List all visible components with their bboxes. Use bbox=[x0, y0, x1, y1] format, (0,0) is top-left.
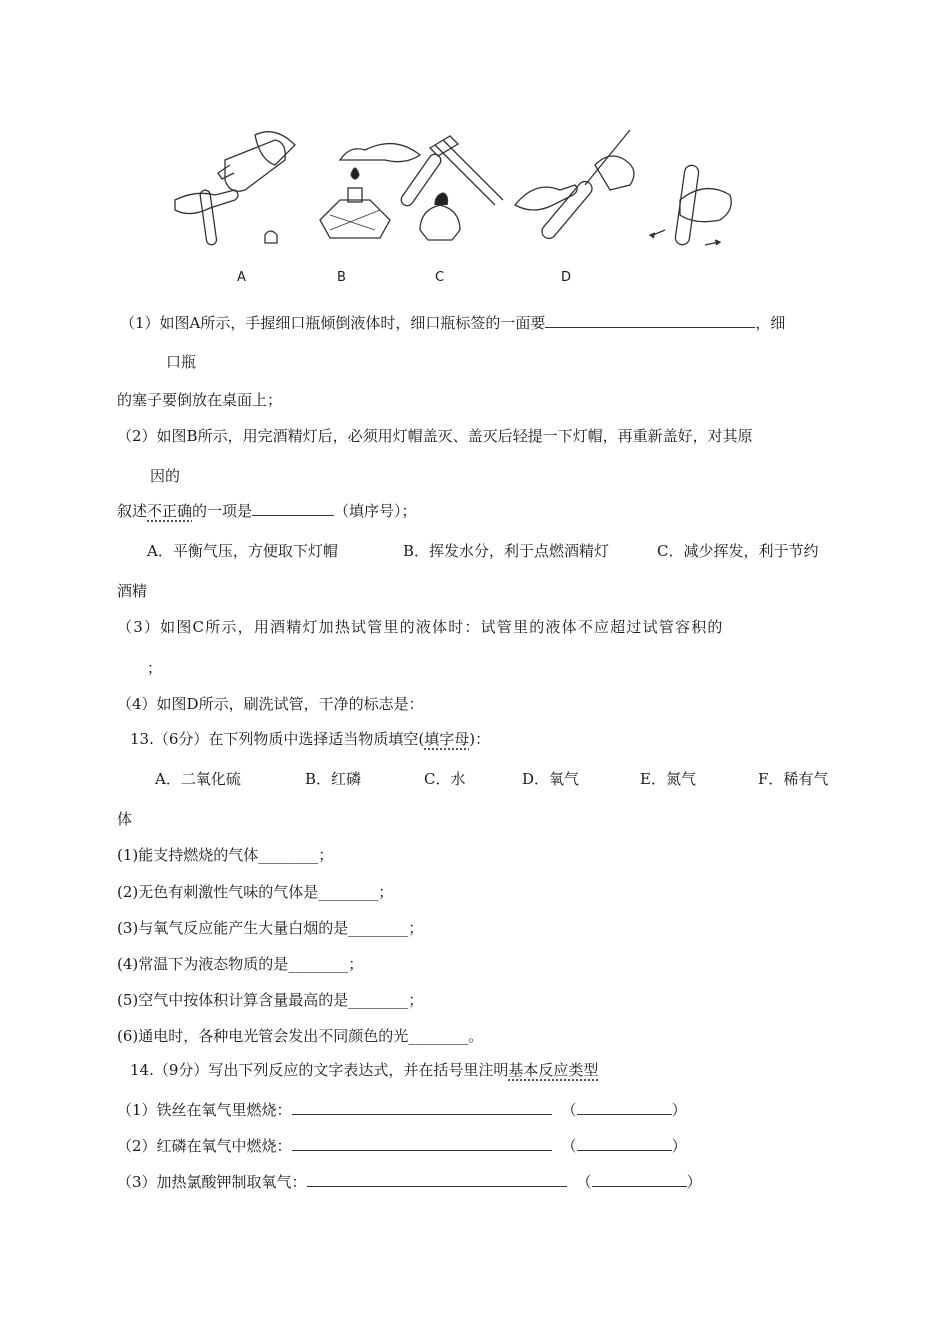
q13-option-f: F．稀有气 bbox=[758, 770, 829, 788]
q12-option-c-wrap: 酒精 bbox=[117, 582, 148, 600]
figure-label-d: D bbox=[561, 270, 572, 285]
q12-part2-cont bbox=[117, 500, 417, 521]
q13-heading-pre: 13.（6分）在下列物质中选择适当物质填空( bbox=[130, 730, 425, 748]
paren-close: ） bbox=[686, 1173, 702, 1191]
q14-heading bbox=[130, 1060, 598, 1080]
q13-option-c: C．水 bbox=[424, 770, 466, 788]
answer-blank[interactable] bbox=[252, 500, 334, 516]
reaction-type-blank[interactable] bbox=[592, 1171, 687, 1187]
reaction-type-blank[interactable] bbox=[577, 1135, 672, 1151]
equation-blank[interactable] bbox=[307, 1171, 567, 1187]
q13-item-6: (6)通电时，各种电光管会发出不同颜色的光________。 bbox=[117, 1027, 484, 1045]
reaction-type-blank[interactable] bbox=[577, 1099, 672, 1115]
paren-close: ） bbox=[671, 1137, 687, 1155]
q12-part1-tail: ，细 bbox=[755, 314, 786, 332]
q12-part4-line: （4）如图D所示，刷洗试管，干净的标志是： bbox=[117, 695, 424, 713]
q13-emphasis-letters: 填字母 bbox=[424, 730, 470, 748]
equation-blank[interactable] bbox=[292, 1099, 552, 1115]
q12-emphasis-not-correct: 不正确 bbox=[147, 502, 193, 520]
q14-item-label: （2）红磷在氧气中燃烧： bbox=[117, 1137, 292, 1155]
equation-blank[interactable] bbox=[292, 1135, 552, 1151]
q12-part2-pre: 叙述 bbox=[117, 502, 148, 520]
q14-item-3 bbox=[117, 1171, 702, 1192]
q14-item-2 bbox=[117, 1135, 687, 1156]
q13-option-d: D．氧气 bbox=[522, 770, 580, 788]
q13-option-b: B．红磷 bbox=[305, 770, 362, 788]
q12-part3-line: （3）如图C所示，用酒精灯加热试管里的液体时：试管里的液体不应超过试管容积的 bbox=[117, 618, 724, 636]
q14-item-1 bbox=[117, 1099, 687, 1120]
q13-item-3: (3)与氧气反应能产生大量白烟的是________； bbox=[117, 919, 424, 937]
q12-part1-wrap: 口瓶 bbox=[166, 353, 197, 371]
paren-close: ） bbox=[671, 1101, 687, 1119]
q13-item-1: (1)能支持燃烧的气体________； bbox=[117, 846, 334, 864]
q12-option-c: C．减少挥发，利于节约 bbox=[657, 542, 819, 560]
q13-item-5: (5)空气中按体积计算含量最高的是________； bbox=[117, 991, 424, 1009]
q12-part2-line: （2）如图B所示，用完酒精灯后，必须用灯帽盖灭、盖灭后轻提一下灯帽，再重新盖好，对其原 bbox=[117, 427, 753, 445]
figure-label-b: B bbox=[337, 270, 346, 285]
q13-option-f-wrap: 体 bbox=[117, 810, 133, 828]
figure-label-a: A bbox=[237, 270, 246, 285]
figure-e-shaking bbox=[650, 164, 731, 245]
figure-a-pouring bbox=[175, 132, 295, 246]
lab-operations-figure bbox=[165, 120, 765, 260]
q14-item-label: （3）加热氯酸钾制取氧气： bbox=[117, 1173, 307, 1191]
paren-open: （ bbox=[576, 1173, 592, 1191]
figure-d-washing bbox=[515, 130, 634, 241]
q14-heading-pre: 14.（9分）写出下列反应的文字表达式，并在括号里注明 bbox=[130, 1061, 509, 1079]
figure-label-c: C bbox=[435, 270, 445, 285]
answer-blank[interactable] bbox=[545, 312, 755, 328]
q13-option-e: E．氮气 bbox=[640, 770, 696, 788]
q13-heading-post: )： bbox=[469, 730, 491, 748]
q12-part1-cont: 的塞子要倒放在桌面上； bbox=[117, 391, 283, 409]
q13-option-a: A．二氧化硫 bbox=[155, 770, 241, 788]
q12-option-a: A．平衡气压，方便取下灯帽 bbox=[147, 542, 338, 560]
q12-part2-tail: （填序号）； bbox=[334, 502, 417, 520]
q13-item-2: (2)无色有刺激性气味的气体是________； bbox=[117, 883, 394, 901]
q14-emphasis-reaction-type: 基本反应类型 bbox=[508, 1061, 599, 1079]
q12-option-b: B．挥发水分，利于点燃酒精灯 bbox=[403, 542, 610, 560]
figure-b-alcohol-lamp bbox=[320, 144, 420, 238]
paren-open: （ bbox=[561, 1137, 577, 1155]
q12-part3-wrap: ； bbox=[147, 659, 163, 677]
q13-item-4: (4)常温下为液态物质的是________； bbox=[117, 955, 364, 973]
q12-part1-line bbox=[120, 312, 785, 333]
paren-open: （ bbox=[561, 1101, 577, 1119]
q13-heading bbox=[130, 729, 490, 749]
q12-part2-wrap: 因的 bbox=[150, 467, 181, 485]
q14-item-label: （1）铁丝在氧气里燃烧： bbox=[117, 1101, 292, 1119]
q12-part2-post: 的一项是 bbox=[192, 502, 253, 520]
q12-part1-text: （1）如图A所示，手握细口瓶倾倒液体时，细口瓶标签的一面要 bbox=[120, 314, 546, 332]
